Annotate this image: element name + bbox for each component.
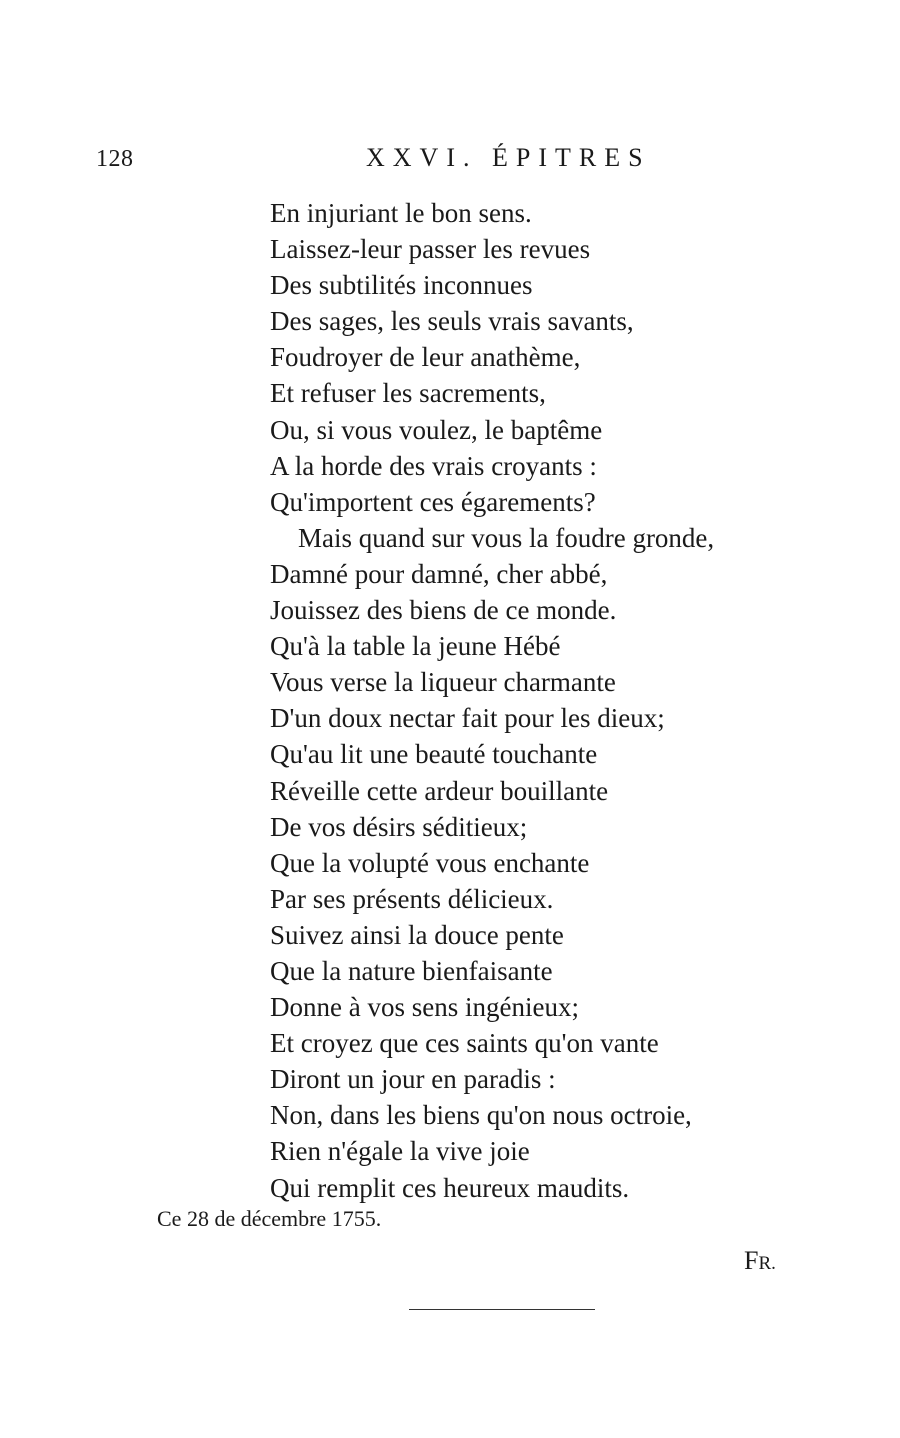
poem-line: Qu'à la table la jeune Hébé: [270, 631, 561, 662]
dateline: Ce 28 de décembre 1755.: [157, 1206, 382, 1231]
poem-line: De vos désirs séditieux;: [270, 811, 528, 842]
signature-initial: F: [744, 1246, 759, 1275]
running-head: XXVI. ÉPITRES: [366, 143, 651, 172]
poem-line: Foudroyer de leur anathème,: [270, 342, 581, 373]
poem-line: Qui remplit ces heureux maudits.: [270, 1172, 630, 1203]
poem-line: Diront un jour en paradis :: [270, 1064, 556, 1095]
poem-line: Rien n'égale la vive joie: [270, 1136, 530, 1167]
poem-line: Par ses présents délicieux.: [270, 883, 554, 914]
poem-body: [270, 195, 714, 1206]
poem-line: Vous verse la liqueur charmante: [270, 667, 616, 698]
poem-line: Non, dans les biens qu'on nous octroie,: [270, 1100, 692, 1131]
poem-line: Laissez-leur passer les revues: [270, 234, 591, 265]
poem-line: Damné pour damné, cher abbé,: [270, 558, 608, 589]
poem-line: Et refuser les sacrements,: [270, 378, 546, 409]
page-number: 128: [96, 146, 134, 172]
poem-line: Et croyez que ces saints qu'on vante: [270, 1028, 659, 1059]
poem-line: Ou, si vous voulez, le baptême: [270, 414, 603, 445]
poem-line: Qu'au lit une beauté touchante: [270, 739, 598, 770]
poem-line: Qu'importent ces égarements?: [270, 486, 596, 517]
poem-line: Réveille cette ardeur bouillante: [270, 775, 609, 806]
poem-line: D'un doux nectar fait pour les dieux;: [270, 703, 665, 734]
poem-line: En injuriant le bon sens.: [270, 198, 532, 228]
poem-line: Jouissez des biens de ce monde.: [270, 595, 617, 626]
poem-line: A la horde des vrais croyants :: [270, 450, 597, 481]
poem-line: Que la nature bienfaisante: [270, 955, 553, 986]
poem-line: Des subtilités inconnues: [270, 270, 533, 301]
poem-line: Mais quand sur vous la foudre gronde,: [298, 522, 715, 553]
poem-line: Suivez ainsi la douce pente: [270, 919, 564, 950]
signature: [744, 1246, 776, 1276]
poem-line: Des sages, les seuls vrais savants,: [270, 306, 634, 337]
signature-rest: R.: [758, 1253, 776, 1274]
poem-line: Que la volupté vous enchante: [270, 847, 590, 878]
end-rule: [409, 1309, 595, 1310]
poem-line: Donne à vos sens ingénieux;: [270, 992, 579, 1023]
